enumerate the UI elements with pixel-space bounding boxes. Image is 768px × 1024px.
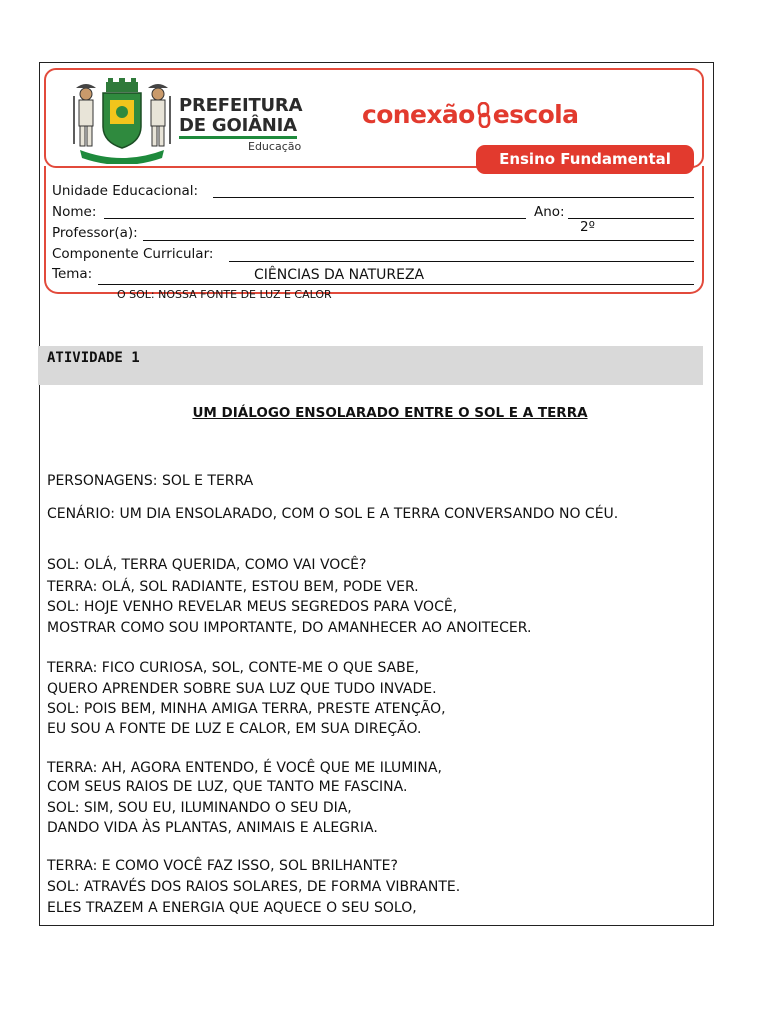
componente-label: Componente Curricular:	[52, 246, 214, 262]
program-logo	[362, 100, 578, 129]
coat-of-arms-icon	[70, 78, 174, 164]
text-line: SOL: SIM, SOU EU, ILUMINANDO O SEU DIA,	[47, 800, 352, 816]
text-line: MOSTRAR COMO SOU IMPORTANTE, DO AMANHECER AO ANOITECER.	[47, 620, 532, 636]
unidade-field[interactable]	[213, 197, 694, 198]
tema-label: Tema:	[52, 266, 93, 282]
text-line: CENÁRIO: UM DIA ENSOLARADO, COM O SOL E A TERRA CONVERSANDO NO CÉU.	[47, 506, 619, 522]
tema-value: CIÊNCIAS DA NATUREZA	[254, 267, 425, 283]
text-line: SOL: ATRAVÉS DOS RAIOS SOLARES, DE FORMA VIBRANTE.	[47, 879, 461, 895]
professor-field[interactable]	[143, 240, 694, 241]
tema-field[interactable]	[98, 284, 694, 285]
department-label: Educação	[248, 140, 302, 153]
text-line: SOL: OLÁ, TERRA QUERIDA, COMO VAI VOCÊ?	[47, 557, 367, 573]
text-line: EU SOU A FONTE DE LUZ E CALOR, EM SUA DIREÇÃO.	[47, 721, 422, 737]
text-line: DANDO VIDA ÀS PLANTAS, ANIMAIS E ALEGRIA.	[47, 820, 378, 836]
text-line: TERRA: E COMO VOCÊ FAZ ISSO, SOL BRILHANTE?	[47, 858, 398, 874]
city-line-1: PREFEITURA	[179, 95, 303, 116]
text-line: TERRA: FICO CURIOSA, SOL, CONTE-ME O QUE SABE,	[47, 660, 420, 676]
city-underline	[179, 136, 297, 139]
text-line: SOL: HOJE VENHO REVELAR MEUS SEGREDOS PARA VOCÊ,	[47, 599, 458, 615]
city-line-2: DE GOIÂNIA	[179, 115, 297, 136]
chain-link-icon	[476, 102, 492, 128]
componente-field[interactable]	[229, 261, 694, 262]
text-line: TERRA: OLÁ, SOL RADIANTE, ESTOU BEM, PODE VER.	[47, 579, 419, 595]
program-logo-right: escola	[492, 100, 579, 129]
city-name	[179, 96, 302, 136]
text-line: SOL: POIS BEM, MINHA AMIGA TERRA, PRESTE ATENÇÃO,	[47, 701, 446, 717]
dialog-title-text: UM DIÁLOGO ENSOLARADO ENTRE O SOL E A TERRA	[192, 405, 588, 421]
professor-label: Professor(a):	[52, 225, 138, 241]
text-line: TERRA: AH, AGORA ENTENDO, É VOCÊ QUE ME ILUMINA,	[47, 760, 442, 776]
text-line: ELES TRAZEM A ENERGIA QUE AQUECE O SEU SOLO,	[47, 900, 417, 916]
text-line: COM SEUS RAIOS DE LUZ, QUE TANTO ME FASCINA.	[47, 779, 408, 795]
subtopic-text: O SOL: NOSSA FONTE DE LUZ E CALOR	[117, 288, 332, 301]
text-line: QUERO APRENDER SOBRE SUA LUZ QUE TUDO INVADE.	[47, 681, 437, 697]
dialog-title	[0, 402, 768, 421]
nome-label: Nome:	[52, 204, 97, 220]
level-badge: Ensino Fundamental	[476, 145, 694, 174]
program-logo-left: conexão	[362, 100, 475, 129]
unidade-label: Unidade Educacional:	[52, 183, 199, 199]
nome-field[interactable]	[104, 218, 526, 219]
ano-label: Ano:	[534, 204, 565, 220]
activity-label: ATIVIDADE 1	[47, 350, 140, 366]
ano-value: 2º	[580, 219, 595, 235]
text-line: PERSONAGENS: SOL E TERRA	[47, 473, 254, 489]
